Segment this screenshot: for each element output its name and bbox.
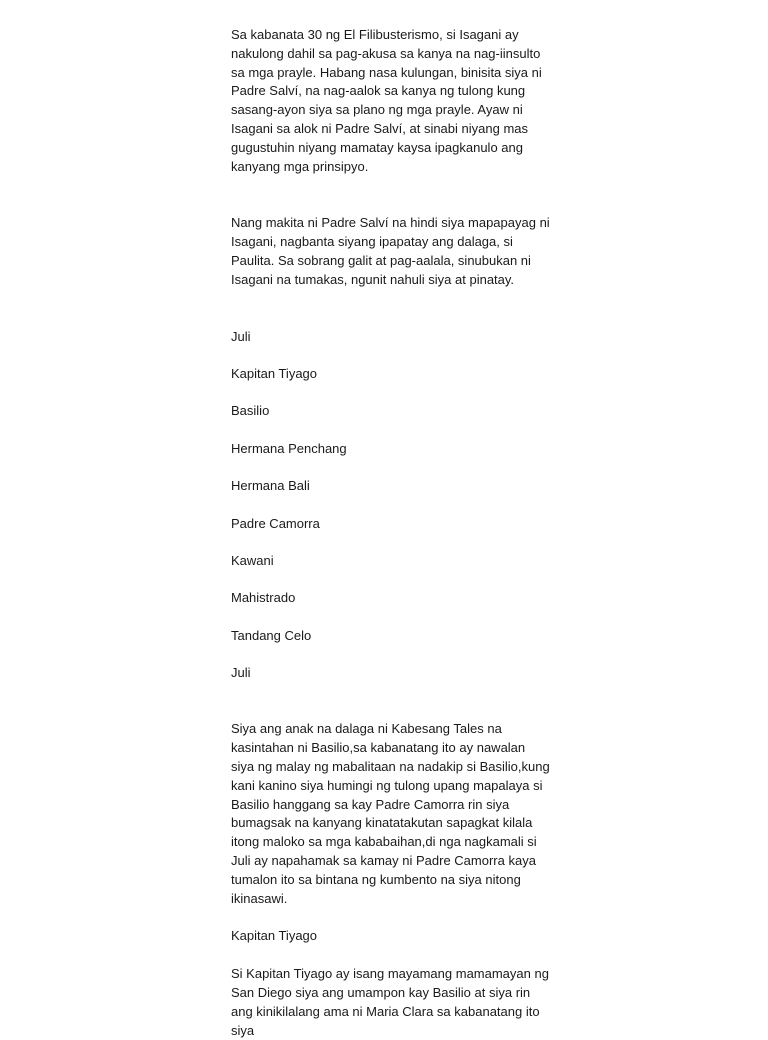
character-list-item: Hermana Penchang (231, 440, 347, 456)
character-list-item: Basilio (231, 403, 270, 419)
character-list-item: Kapitan Tiyago (231, 365, 318, 381)
character-list-item: Juli (231, 328, 251, 344)
section-heading-kapitan-tiyago: Kapitan Tiyago (231, 928, 318, 944)
intro-paragraph-1: Sa kabanata 30 ng El Filibusterismo, si Isagani ay nakulong dahil sa pag-akusa sa kanya na nag-iinsulto sa mga prayle. Habang nasa kulungan, binisita siya ni Padre Salví, na nag-aalok sa kanya ng tulong kung sasang-ayon siya sa plano ng mga prayle. Ayaw ni Isagani sa alok ni Padre Salví, at sinabi niyang mas gugustuhin niyang mamatay kaysa ipagkanulo ang kanyang mga prinsipyo. (231, 27, 542, 174)
paragraph-spacer (231, 176, 551, 214)
character-list-item: Padre Camorra (231, 515, 320, 531)
paragraph-spacer (231, 908, 551, 927)
character-list-item: Mahistrado (231, 590, 296, 606)
character-list-item: Juli (231, 665, 251, 681)
intro-paragraph-2: Nang makita ni Padre Salví na hindi siya mapapayag ni Isagani, nagbanta siyang ipapatay ang dalaga, si Paulita. Sa sobrang galit at pag-aalala, sinubukan ni Isagani na tumakas, ngunit nahuli siya at pinatay. (231, 215, 550, 287)
paragraph-spacer (231, 290, 551, 328)
character-list (231, 328, 551, 683)
paragraph-spacer (231, 946, 551, 965)
document-page (231, 26, 551, 1040)
juli-description: Siya ang anak na dalaga ni Kabesang Tales na kasintahan ni Basilio,sa kabanatang ito ay nawalan siya ng malay ng mabalitaan na nadakip si Basilio,kung kani kanino siya humingi ng tulong upang mapalaya si Basilio hanggang sa kay Padre Camorra rin siya bumagsak na kanyang kinatatakutan sapagkat kilala itong maloko sa mga kababaihan,di nga nagkamali si Juli ay napahamak sa kamay ni Padre Camorra kaya tumalon ito sa bintana ng kumbento na siya nitong ikinasawi. (231, 721, 550, 906)
character-list-item: Hermana Bali (231, 478, 310, 494)
character-list-item: Tandang Celo (231, 627, 312, 643)
character-list-item: Kawani (231, 552, 274, 568)
kapitan-tiyago-description: Si Kapitan Tiyago ay isang mayamang mamamayan ng San Diego siya ang umampon kay Basilio at siya rin ang kinikilalang ama ni Maria Clara sa kabanatang ito siya (231, 966, 549, 1038)
paragraph-spacer (231, 701, 551, 720)
